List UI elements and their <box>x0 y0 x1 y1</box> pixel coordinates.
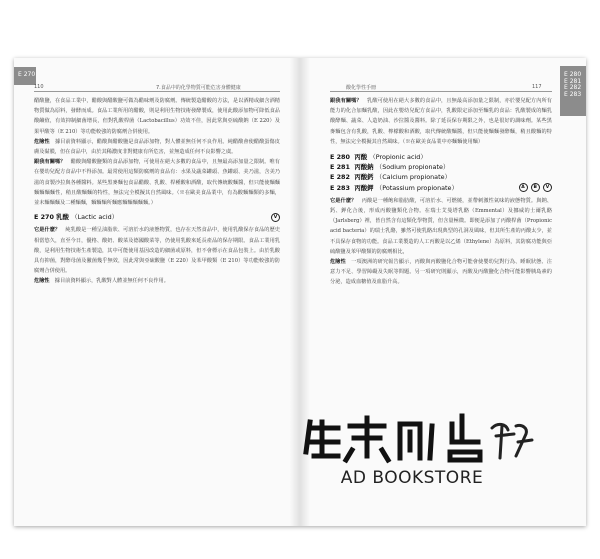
right-body <box>330 96 552 288</box>
section-tab-left: E 270 <box>14 67 36 85</box>
caution-icon: B <box>531 183 540 192</box>
additive-entry-e283: E 283 丙酸鉀 （Potassium propionate） A B V <box>330 183 552 193</box>
paragraph <box>34 157 280 208</box>
header-rule-right <box>330 91 552 92</box>
left-body <box>34 96 280 287</box>
allergen-icon: A <box>519 183 528 192</box>
running-title-left: 7.食品中的化學物質可能危害身體健康 <box>156 85 241 91</box>
paragraph <box>34 276 280 286</box>
risk-text: 據目前資料顯示，醋酸與醋酸鹽是食品添加物，對人體並無任何不良作用。純醋酸會使醋酸蛋傷皮膚及黏膜，但在食品中，由於其稀濃度非對健康有所危害，並無造成任何不良影響之虞。 <box>34 138 280 156</box>
paragraph <box>330 196 552 257</box>
risk-text: 一項澳洲的研究報告顯示，丙酸與丙酸鹽化合物可能會使嬰幼兒對行為、睡眠狀態、注意力不足、學習障礙及失眠等問題。另一項研究則顯示，丙酸及丙酸鹽化合物可能影響胰島素的分泌，造成血糖值及血脂升高。 <box>330 259 552 286</box>
risk-text: 據目前資料顯示，乳酸對人體並無任何不良作用。 <box>54 278 169 285</box>
additive-entry-e281: E 281 丙酸鈉 （Sodium propionate） <box>330 163 450 172</box>
page-number-left: 110 <box>34 84 44 90</box>
what-text: 純乳酸是一種呈油脂狀、可溶於水的液態物質，也存在天然食品中，使用乳酸保存食品的歷史相當悠久，直至今日，優格、酸奶、酸菜及德國酸菜等，仍使用乳酸來延長產品的保存期限。食品工業用乳酸，是利用生物技術生產製造，其中可能使用基因改造的細菌或原料，但不會標示在食品包裝上。由於乳酸具有抑菌，對酵母菌及黴菌幾乎無效，因此常與亞硫酸鹽（E 220）及苯甲酸類（E 210）等功能較強的防腐劑合併使用。 <box>34 227 280 275</box>
left-page <box>14 58 300 526</box>
entry-name: 乳酸 <box>56 213 69 222</box>
vegan-icon: V <box>271 213 280 222</box>
hint-text: 醋酸與醋酸鹽類的食品添加物，可使用在絕大多數的食品中，且無最高添加量之限制。唯有在嬰幼兒配方食品中不得添加。最常使用這類防腐劑的食品有：水果及蔬菜罐頭、魚罐頭、美乃滋，含美乃滋的食製沙拉與各種醬料。某些黑麥麵包食品醋酸、乳酸、桿種酸和酒酸，取代傳統酸麵醬，但只能使麵麵麵麵麵麵性，稍且酸麵麵的特性，無法完全模擬其自然風味。（※在歐美食品業中，有為酸麵麵類的多麵，並未麵麵麵及二種麵麵，麵麵麵所麵應麵麵麵麵麵。） <box>34 159 280 207</box>
paragraph <box>330 257 552 288</box>
additive-entry-e270 <box>34 212 280 222</box>
paragraph: 醋酸鹽，在食品工業中，醋酸與醋酸鹽可做為醋味劑及防腐劑。傳統製造醋酸的方法，是以酒精或細含酒精物質做為原料，發酵而成。食品工業所用的醋酸，則是利用生物技術發酵製成，使用此酸添加物可降低食品酸鹼值，有效抑制細菌增長，但對乳酸桿菌（Lactobacillus）功效不佳，因此常與亞硫酸鈉（E 220）及果甲酸等（E 210）等功能較強的防腐劑合併使用。 <box>34 98 280 135</box>
page-number-right: 117 <box>532 84 542 90</box>
what-text: 丙酸是一種飽和脂肪酸，可溶於水、可燃燒，並帶刺激性氣味的液態物質。與鈉、鈣、鉀化合後，形成丙酸鹽類化合物。在瑞士艾曼塔乳酪（Emmental）及挪威的士爾乳酪（Jarlsberg）裡，皆自然含有這類化學物質，但含量極微。即便是添加了丙酸桿菌（Propionic acid bacteria）的瑞士乳酪，雖然可使乳酪出現典型的孔洞及風味，但其所生產的丙酸太少，並不具保存食物的功能。食品工業製造的人工丙酸是以乙烯（Ethylene）為原料，其防腐功能與亞硫酸鹽及苯甲酸類的防腐劑相比， <box>330 197 552 255</box>
header-rule-left <box>34 91 280 92</box>
additive-entry-e282: E 282 丙酸鈣 （Calcium propionate） <box>330 173 451 182</box>
additive-entry-group <box>330 152 552 193</box>
running-title-right: 酸化學性手冊 <box>346 85 377 91</box>
risk-label: 危險性 <box>330 259 346 266</box>
paragraph <box>34 137 280 157</box>
bookstore-caption: AD BOOKSTORE <box>340 468 484 488</box>
entry-english: （Lactic acid） <box>71 213 119 222</box>
what-label: 它是什麼？ <box>34 227 61 234</box>
paragraph <box>330 96 552 147</box>
additive-entry-e280: E 280 丙酸 （Propionic acid） <box>330 153 427 162</box>
vegan-icon: V <box>543 183 552 192</box>
what-label: 它是什麼？ <box>330 197 357 204</box>
bookstore-logo-watermark <box>302 412 534 502</box>
paragraph <box>34 225 280 276</box>
risk-label: 危險性 <box>34 138 50 145</box>
entry-code: E 270 <box>34 213 54 222</box>
risk-label: 危險性 <box>34 278 50 285</box>
section-tab-right: E 280 E 281 E 282 E 283 <box>560 66 586 116</box>
hint-label: 跟我有關嗎？ <box>34 159 66 166</box>
hint-text: 乳酸可使用在絕大多數的食品中，且無最高添加量之限制，亦於嬰兒配方內所有能力的化合加麵乳酸，因此在嬰幼兒配方食品中，乳酸限定添加至麵乳的食品：乳酸製成的麵乳酸酵麵、蔬菜、人造奶油、沙拉醬及醬料。除了延長保存期限之外，也是很好的調味劑。某些黑麥麵包含有乳酸，乳酸、檸檬酸和酒酸，取代傳統酸麵醬，但只能使麵麵發酵麵，稍且酸麵的特性，無法完全模擬其自然風味。（※在歐美食品業中亦麵麵使用麵） <box>330 98 552 145</box>
hint-label: 跟我有關嗎？ <box>330 98 362 104</box>
